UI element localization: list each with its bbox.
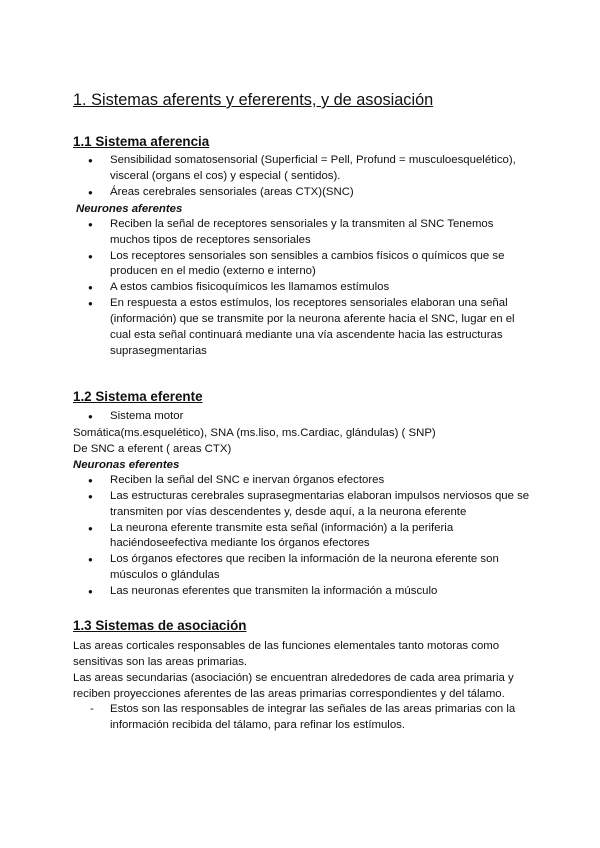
subheading: Neurones aferentes — [76, 202, 183, 215]
bullet-icon: ● — [88, 491, 93, 501]
bullet-list — [73, 473, 533, 600]
list-item: ● Sistema motor — [73, 409, 533, 425]
bullet-icon: ● — [88, 587, 93, 597]
bullet-icon: ● — [88, 283, 93, 293]
dash-list — [73, 702, 533, 734]
list-item: ● Reciben la señal de receptores sensoriales y la transmiten al SNC Tenemos muchos tipos de receptores sensoriales — [88, 217, 494, 246]
bullet-icon: ● — [88, 251, 93, 261]
list-item: ● A estos cambios fisicoquímicos les llamamos estímulos — [73, 280, 533, 296]
list-item: ● La neurona eferente transmite esta señal (información) a la periferia haciéndoseefectiva mediante los órganos efectores — [88, 521, 454, 550]
list-item: ● Los órganos efectores que reciben la información de la neurona eferente son músculos o glándulas — [88, 553, 499, 582]
paragraph: Las areas corticales responsables de las funciones elementales tanto motoras como sensitivas son las areas primarias. — [73, 640, 500, 669]
bullet-icon: ● — [88, 475, 93, 485]
bullet-list — [73, 217, 533, 360]
dash-icon: - — [90, 703, 94, 716]
text-line: De SNC a eferent ( areas CTX) — [73, 442, 232, 455]
bullet-icon: ● — [88, 187, 93, 197]
list-item: ● Las neuronas eferentes que transmiten la información a músculo — [73, 584, 533, 600]
bullet-icon: ● — [88, 555, 93, 565]
section-sistemas-asociacion — [73, 616, 533, 734]
list-item: ● Áreas cerebrales sensoriales (areas CTX)(SNC) — [73, 185, 533, 201]
list-item: - Estos son las responsables de integrar las señales de las areas primarias con la información recibida del tálamo, para refinar los estímulos. — [90, 703, 516, 731]
bullet-icon: ● — [88, 156, 93, 165]
list-item: ● Las estructuras cerebrales suprasegmentarias elaboran impulsos nerviosos que se transmiten por vías descendentes y, desde aquí, a la neurona eferente — [88, 489, 530, 518]
bullet-list — [73, 409, 533, 425]
section-heading: 1.2 Sistema eferente — [73, 388, 203, 404]
section-heading: 1.3 Sistemas de asociación — [73, 618, 247, 634]
bullet-icon: ● — [88, 523, 93, 533]
document-page — [73, 88, 533, 734]
bullet-icon: ● — [88, 299, 93, 309]
subheading: Neuronas eferentes — [73, 458, 180, 471]
paragraph: Las areas secundarias (asociación) se encuentran alrededores de cada area primaria y reciben proyecciones aferentes de las areas primarias correspondientes y del tálamo. — [73, 672, 514, 701]
list-item: ● Reciben la señal del SNC e inervan órganos efectores — [73, 473, 533, 489]
section-sistema-eferente — [73, 387, 533, 600]
bullet-list — [73, 153, 533, 201]
section-sistema-aferencia — [73, 132, 533, 360]
section-heading: 1.1 Sistema aferencia — [73, 134, 210, 149]
list-item: ● Sensibilidad somatosensorial (Superficial = Pell, Profund = musculoesquelético), visceral (organs el cos) y especial ( sentidos). — [88, 154, 516, 182]
list-item: ● Los receptores sensoriales son sensibles a cambios físicos o químicos que se producen en el medio (externo e interno) — [88, 249, 505, 278]
document-title: 1. Sistemas aferents y efererents, y de asosiación — [73, 91, 434, 109]
text-line: Somática(ms.esquelético), SNA (ms.liso, ms.Cardiac, glándulas) ( SNP) — [73, 426, 436, 439]
list-item: ● En respuesta a estos estímulos, los receptores sensoriales elaboran una señal (información) que se transmite por la neurona aferente hacia el SNC, lugar en el cual esta señal continuará mediante una vía ascendente hacia las estructuras suprasegmentarias — [88, 297, 515, 357]
bullet-icon: ● — [88, 219, 93, 229]
bullet-icon: ● — [88, 411, 93, 421]
